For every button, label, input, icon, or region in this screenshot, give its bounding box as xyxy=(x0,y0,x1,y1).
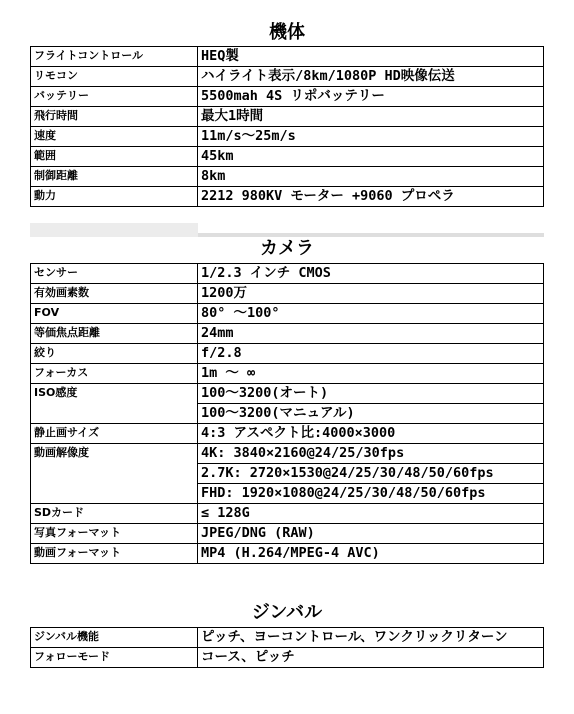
spec-value: MP4 (H.264/MPEG-4 AVC) xyxy=(198,544,544,564)
spec-value: 1200万 xyxy=(198,284,544,304)
section-title-airframe: 機体 xyxy=(269,22,305,43)
table-row xyxy=(31,384,544,404)
spec-value: 45km xyxy=(198,147,544,167)
table-row xyxy=(31,67,544,87)
table-row xyxy=(31,444,544,464)
spec-value: 4:3 アスペクト比:4000×3000 xyxy=(198,424,544,444)
gimbal-spec-table xyxy=(30,627,544,668)
spec-value: JPEG/DNG (RAW) xyxy=(198,524,544,544)
spec-label: 有効画素数 xyxy=(31,284,198,304)
table-row xyxy=(31,524,544,544)
table-row xyxy=(31,167,544,187)
table-row xyxy=(31,324,544,344)
spec-label: フォーカス xyxy=(31,364,198,384)
section-title-camera: カメラ xyxy=(260,238,314,259)
spec-label: リモコン xyxy=(31,67,198,87)
spec-label: 動画フォーマット xyxy=(31,544,198,564)
table-row xyxy=(31,344,544,364)
table-row xyxy=(31,364,544,384)
spec-value: 100～3200(オート) xyxy=(198,384,544,404)
spec-label: SDカード xyxy=(31,504,198,524)
spec-label: 速度 xyxy=(31,127,198,147)
spec-value: ハイライト表示/8km/1080P HD映像伝送 xyxy=(198,67,544,87)
spec-label: 制御距離 xyxy=(31,167,198,187)
spec-label: フォローモード xyxy=(31,648,198,668)
spec-value: FHD: 1920×1080@24/25/30/48/50/60fps xyxy=(198,484,544,504)
camera-spec-table xyxy=(30,263,544,564)
spec-value: 1/2.3 インチ CMOS xyxy=(198,264,544,284)
spec-label: センサー xyxy=(31,264,198,284)
spec-value: 2.7K: 2720×1530@24/25/30/48/50/60fps xyxy=(198,464,544,484)
spec-value: 80° ～100° xyxy=(198,304,544,324)
spec-label: 写真フォーマット xyxy=(31,524,198,544)
table-row xyxy=(31,147,544,167)
spec-label: 動画解像度 xyxy=(31,444,198,504)
spec-value: コース、ピッチ xyxy=(198,648,544,668)
spec-label: 飛行時間 xyxy=(31,107,198,127)
spec-label: 静止画サイズ xyxy=(31,424,198,444)
table-row xyxy=(31,47,544,67)
spec-label: フライトコントロール xyxy=(31,47,198,67)
table-row xyxy=(31,504,544,524)
spec-value: 1m ～ ∞ xyxy=(198,364,544,384)
spec-label: 動力 xyxy=(31,187,198,207)
spec-value: 24mm xyxy=(198,324,544,344)
spec-value: f/2.8 xyxy=(198,344,544,364)
table-row xyxy=(31,87,544,107)
section-title-gimbal: ジンバル xyxy=(251,602,323,623)
spec-label: 等価焦点距離 xyxy=(31,324,198,344)
table-row xyxy=(31,628,544,648)
spec-label: バッテリー xyxy=(31,87,198,107)
spec-value: 100～3200(マニュアル) xyxy=(198,404,544,424)
table-row xyxy=(31,304,544,324)
table-row xyxy=(31,187,544,207)
table-row xyxy=(31,648,544,668)
spec-value: HEQ製 xyxy=(198,47,544,67)
spec-value: ピッチ、ヨーコントロール、ワンクリックリターン xyxy=(198,628,544,648)
table-row xyxy=(31,424,544,444)
spec-value: 4K: 3840×2160@24/25/30fps xyxy=(198,444,544,464)
spec-label: FOV xyxy=(31,304,198,324)
table-row xyxy=(31,107,544,127)
spec-label: ジンバル機能 xyxy=(31,628,198,648)
airframe-spec-table xyxy=(30,46,544,207)
spec-label: ISO感度 xyxy=(31,384,198,424)
spec-value: 8km xyxy=(198,167,544,187)
spec-label: 範囲 xyxy=(31,147,198,167)
spec-value: 最大1時間 xyxy=(198,107,544,127)
table-row xyxy=(31,264,544,284)
spec-value: 2212 980KV モーター +9060 プロペラ xyxy=(198,187,544,207)
spec-value: ≤ 128G xyxy=(198,504,544,524)
table-row xyxy=(31,284,544,304)
table-row xyxy=(31,127,544,147)
table-row xyxy=(31,544,544,564)
spec-value: 5500mah 4S リポバッテリー xyxy=(198,87,544,107)
section-separator xyxy=(30,223,544,237)
spec-label: 絞り xyxy=(31,344,198,364)
spec-value: 11m/s〜25m/s xyxy=(198,127,544,147)
